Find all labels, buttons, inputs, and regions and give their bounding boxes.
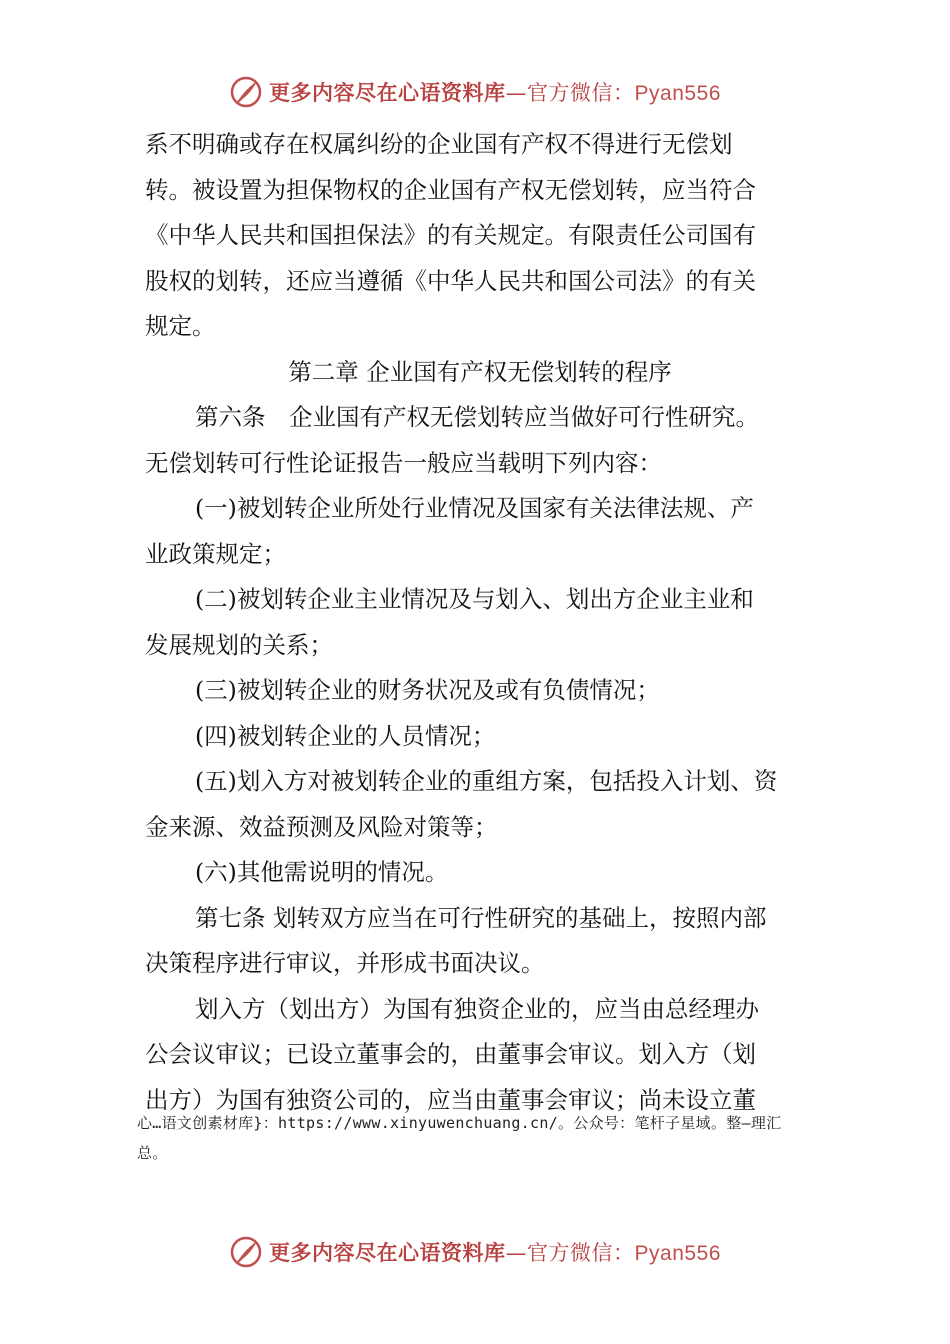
body-line: 决策程序进行审议，并形成书面决议。 <box>145 949 545 977</box>
body-line: 《中华人民共和国担保法》的有关规定。有限责任公司国有 <box>145 221 756 249</box>
body-line: 公会议审议；已设立董事会的，由董事会审议。划入方（划 <box>145 1040 756 1068</box>
list-item: (五)划入方对被划转企业的重组方案，包括投入计划、资 <box>195 767 778 795</box>
document-body <box>145 122 815 1123</box>
source-note-line: 心…语文创素材库}：https://www.xinyuwenchuang.cn/。公众号：笔杆子星域。整—理汇 <box>137 1114 782 1132</box>
banner-wechat-id: Pyan556 <box>634 1242 721 1265</box>
banner-brand: 更多内容尽在心语资料库 <box>269 1241 506 1265</box>
banner-wechat-label: 官方微信： <box>527 81 635 105</box>
body-line: 系不明确或存在权属纠纷的企业国有产权不得进行无偿划 <box>145 130 733 158</box>
banner-dash: — <box>505 81 528 105</box>
body-line: 股权的划转，还应当遵循《中华人民共和国公司法》的有关 <box>145 266 756 295</box>
banner-text <box>269 1237 721 1267</box>
body-line: 转。被设置为担保物权的企业国有产权无偿划转，应当符合 <box>145 175 756 204</box>
source-note-line: 总。 <box>137 1144 168 1162</box>
body-line: 规定。 <box>145 312 216 340</box>
list-item: (三)被划转企业的财务状况及或有负债情况； <box>195 676 660 704</box>
banner-wechat-id: Pyan556 <box>634 82 721 105</box>
banner-brand: 更多内容尽在心语资料库 <box>269 81 506 105</box>
header-banner <box>0 70 950 114</box>
source-note <box>137 1108 857 1168</box>
chapter-heading: 第二章 企业国有产权无偿划转的程序 <box>288 357 672 386</box>
banner-wechat-label: 官方微信： <box>527 1241 635 1265</box>
body-line: 金来源、效益预测及风险对策等； <box>145 812 498 841</box>
banner-dash: — <box>505 1241 528 1265</box>
banner-text <box>269 77 721 107</box>
footer-banner <box>0 1230 950 1274</box>
article-six: 第六条 企业国有产权无偿划转应当做好可行性研究。 <box>195 403 759 431</box>
body-paragraph: 划入方（划出方）为国有独资企业的，应当由总经理办 <box>195 994 759 1023</box>
list-item: (六)其他需说明的情况。 <box>195 858 449 886</box>
article-seven: 第七条 划转双方应当在可行性研究的基础上，按照内部 <box>195 903 767 932</box>
body-line: 发展规划的关系； <box>145 630 333 659</box>
body-line: 业政策规定； <box>145 539 286 568</box>
body-line: 无偿划转可行性论证报告一般应当载明下列内容： <box>145 448 662 477</box>
list-item: (四)被划转企业的人员情况； <box>195 721 496 750</box>
feather-pen-icon <box>229 75 263 109</box>
body-line: 出方）为国有独资公司的，应当由董事会审议；尚未设立董 <box>145 1085 756 1114</box>
list-item: (一)被划转企业所处行业情况及国家有关法律法规、产 <box>195 494 754 522</box>
feather-pen-icon <box>229 1235 263 1269</box>
list-item: (二)被划转企业主业情况及与划入、划出方企业主业和 <box>195 585 754 613</box>
